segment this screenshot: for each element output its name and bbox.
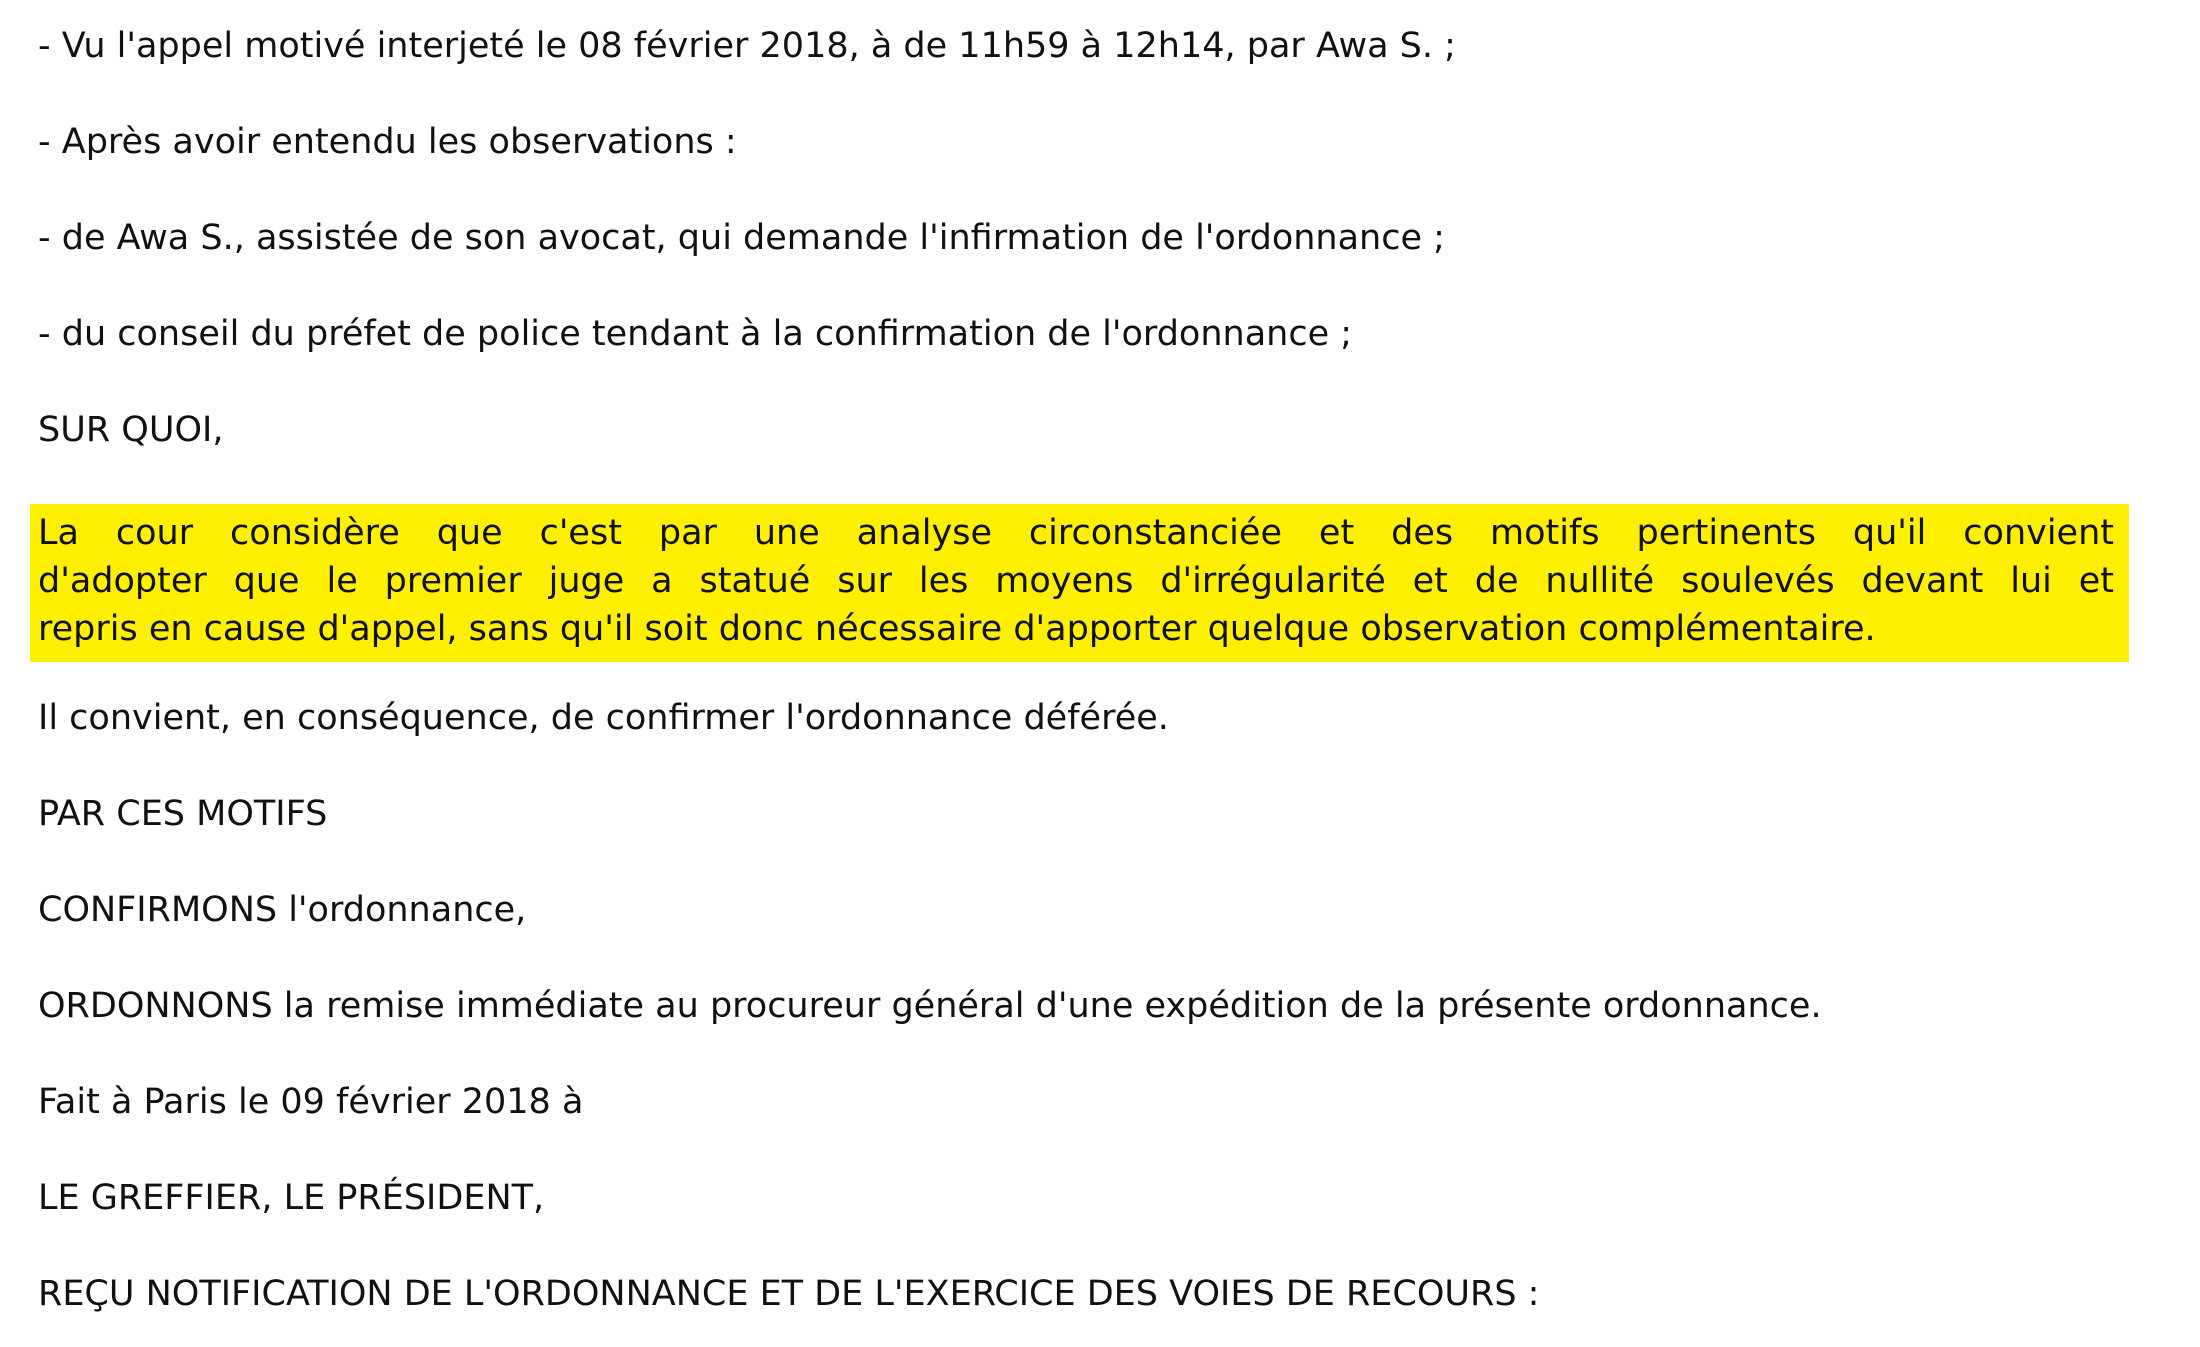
ordonnons-line: ORDONNONS la remise immédiate au procureur général d'une expédition de la présente ordonnance. bbox=[38, 986, 1822, 1026]
highlighted-line-2: d'adopter que le premier juge a statué sur les moyens d'irrégularité et de nullité soulevés devant lui et bbox=[38, 561, 2114, 601]
observations-line: - Après avoir entendu les observations : bbox=[38, 122, 737, 162]
par-ces-motifs-heading: PAR CES MOTIFS bbox=[38, 794, 328, 834]
highlighted-paragraph bbox=[30, 504, 2129, 662]
confirmation-line: Il convient, en conséquence, de confirmer l'ordonnance déférée. bbox=[38, 698, 1169, 738]
appellant-observation-line: - de Awa S., assistée de son avocat, qui demande l'infirmation de l'ordonnance ; bbox=[38, 218, 1445, 258]
place-date-line: Fait à Paris le 09 février 2018 à bbox=[38, 1082, 584, 1122]
confirmons-line: CONFIRMONS l'ordonnance, bbox=[38, 890, 527, 930]
appeal-line: - Vu l'appel motivé interjeté le 08 février 2018, à de 11h59 à 12h14, par Awa S. ; bbox=[38, 26, 1456, 66]
highlighted-line-3: repris en cause d'appel, sans qu'il soit donc nécessaire d'apporter quelque observation complémentaire. bbox=[38, 609, 1876, 649]
sur-quoi-heading: SUR QUOI, bbox=[38, 410, 224, 450]
prefect-observation-line: - du conseil du préfet de police tendant à la confirmation de l'ordonnance ; bbox=[38, 314, 1353, 354]
signatories-line: LE GREFFIER, LE PRÉSIDENT, bbox=[38, 1178, 545, 1218]
highlighted-line-1: La cour considère que c'est par une analyse circonstanciée et des motifs pertinents qu'il convient bbox=[38, 513, 2114, 553]
notification-line: REÇU NOTIFICATION DE L'ORDONNANCE ET DE L'EXERCICE DES VOIES DE RECOURS : bbox=[38, 1274, 1540, 1314]
